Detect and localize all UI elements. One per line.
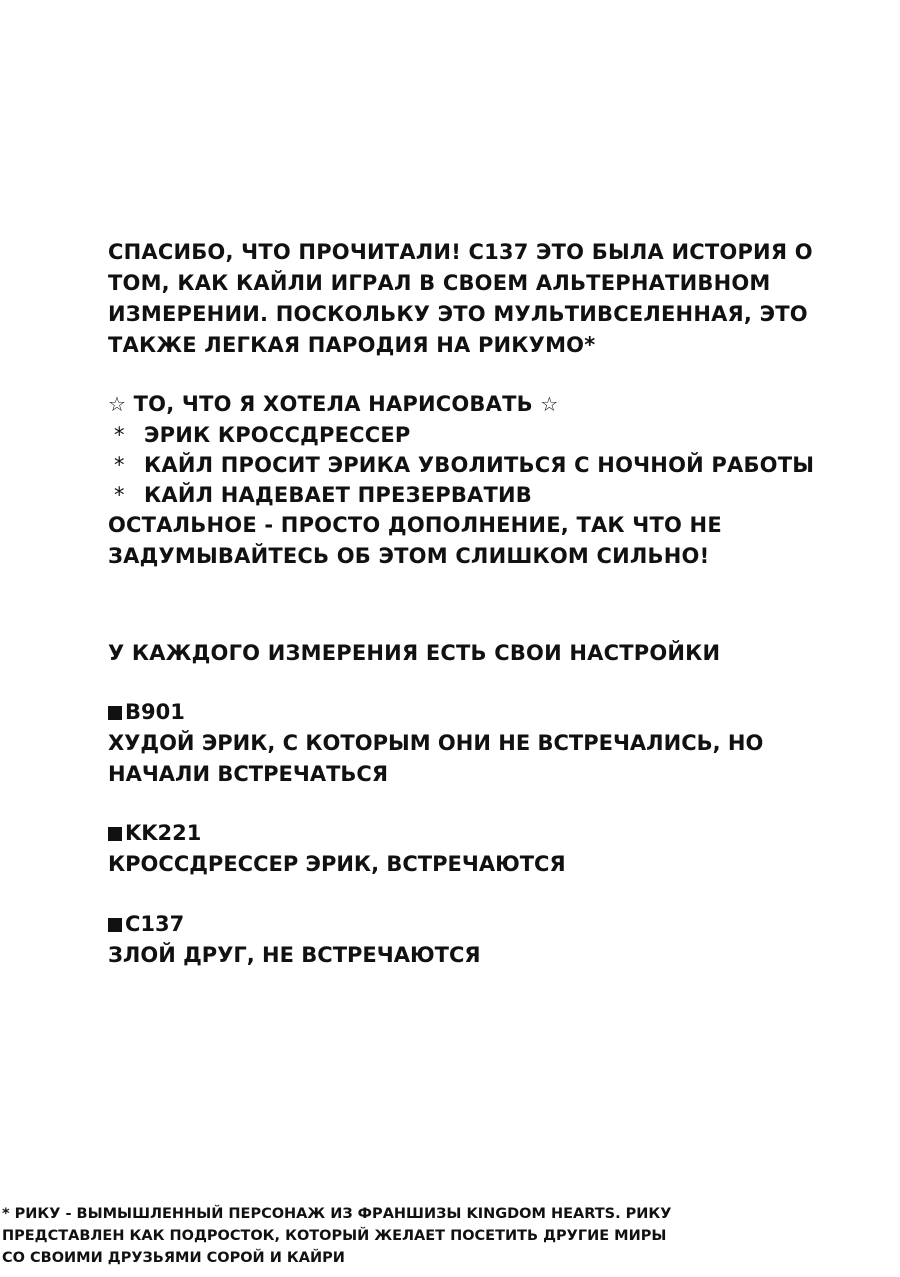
wish-item: [108, 420, 788, 450]
square-bullet-icon: [108, 706, 122, 720]
wish-item-text: КАЙЛ ПРОСИТ ЭРИКА УВОЛИТЬСЯ С НОЧНОЙ РАБОТЫ: [144, 453, 815, 477]
star-icon: ☆: [540, 392, 559, 416]
dimension-description: НАЧАЛИ ВСТРЕЧАТЬСЯ: [108, 762, 388, 786]
wish-item: [108, 480, 788, 510]
dimension-description: КРОССДРЕССЕР ЭРИК, ВСТРЕЧАЮТСЯ: [108, 852, 566, 876]
footnote-line: * РИКУ - ВЫМЫШЛЕННЫЙ ПЕРСОНАЖ ИЗ ФРАНШИЗЫ KINGDOM HEARTS. РИКУ: [2, 1206, 672, 1222]
dimension-code: KK221: [125, 821, 202, 845]
asterisk-bullet: *: [114, 423, 125, 447]
dimension-code-row: [108, 909, 481, 940]
intro-line: ТОМ, КАК КАЙЛИ ИГРАЛ В СВОЕМ АЛЬТЕРНАТИВНОМ: [108, 271, 771, 295]
wishes-title-row: [108, 389, 788, 420]
star-icon: ☆: [108, 392, 127, 416]
dimension-b901: [108, 697, 763, 790]
dimension-code: B901: [125, 700, 185, 724]
intro-line: СПАСИБО, ЧТО ПРОЧИТАЛИ! C137 ЭТО БЫЛА ИСТОРИЯ О: [108, 240, 813, 264]
dimension-code-row: [108, 818, 566, 849]
square-bullet-icon: [108, 918, 122, 932]
footnote-line: ПРЕДСТАВЛЕН КАК ПОДРОСТОК, КОТОРЫЙ ЖЕЛАЕТ ПОСЕТИТЬ ДРУГИЕ МИРЫ: [2, 1228, 667, 1244]
rest-line: ОСТАЛЬНОЕ - ПРОСТО ДОПОЛНЕНИЕ, ТАК ЧТО НЕ: [108, 513, 722, 537]
square-bullet-icon: [108, 827, 122, 841]
dimension-c137: [108, 909, 481, 971]
asterisk-bullet: *: [114, 483, 125, 507]
dimension-code-row: [108, 697, 763, 728]
intro-line: ИЗМЕРЕНИИ. ПОСКОЛЬКУ ЭТО МУЛЬТИВСЕЛЕННАЯ, ЭТО: [108, 302, 808, 326]
wish-item: [108, 450, 815, 480]
wishes-section: [108, 389, 815, 572]
wishes-title: ТО, ЧТО Я ХОТЕЛА НАРИСОВАТЬ: [133, 392, 533, 416]
asterisk-bullet: *: [114, 453, 125, 477]
rest-line: ЗАДУМЫВАЙТЕСЬ ОБ ЭТОМ СЛИШКОМ СИЛЬНО!: [108, 544, 710, 568]
dimension-description: ХУДОЙ ЭРИК, С КОТОРЫМ ОНИ НЕ ВСТРЕЧАЛИСЬ, НО: [108, 731, 764, 755]
intro-line: ТАКЖЕ ЛЕГКАЯ ПАРОДИЯ НА РИКУМО*: [108, 333, 596, 357]
dimension-kk221: [108, 818, 566, 880]
footnote: [2, 1203, 672, 1269]
dimension-code: C137: [125, 912, 185, 936]
footnote-line: СО СВОИМИ ДРУЗЬЯМИ СОРОЙ И КАЙРИ: [2, 1250, 345, 1266]
dimension-description: ЗЛОЙ ДРУГ, НЕ ВСТРЕЧАЮТСЯ: [108, 943, 481, 967]
settings-heading: У КАЖДОГО ИЗМЕРЕНИЯ ЕСТЬ СВОИ НАСТРОЙКИ: [108, 641, 721, 665]
wish-item-text: ЭРИК КРОССДРЕССЕР: [144, 423, 411, 447]
wish-item-text: КАЙЛ НАДЕВАЕТ ПРЕЗЕРВАТИВ: [144, 483, 532, 507]
intro-paragraph: [108, 237, 813, 361]
